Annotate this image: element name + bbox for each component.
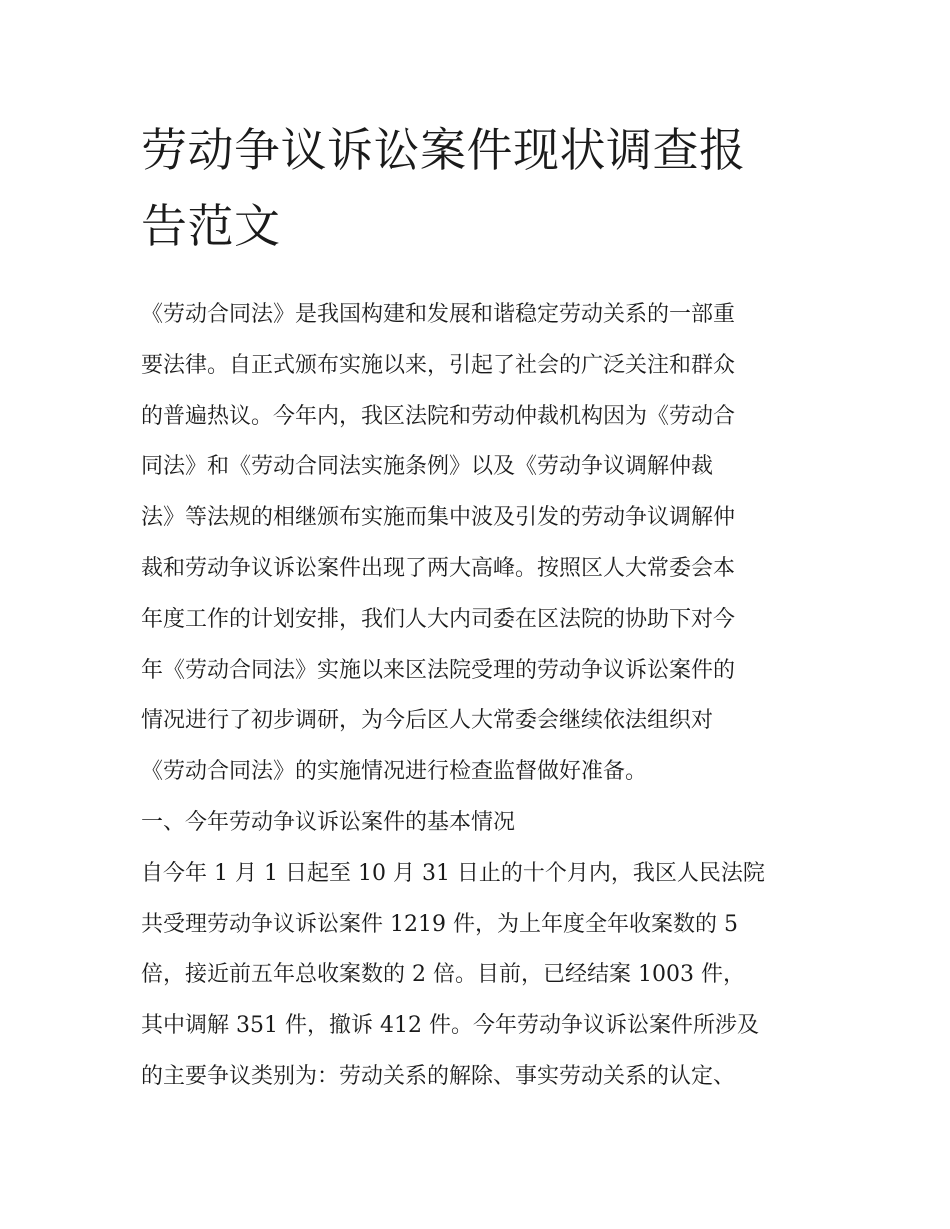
title-line-2: 告范文 [141, 199, 281, 253]
body-line: 共受理劳动争议诉讼案件 1219 件，为上年度全年收案数的 5 [141, 911, 738, 937]
body-line: 的普遍热议。今年内，我区法院和劳动仲裁机构因为《劳动合 [141, 403, 736, 429]
document-page [141, 112, 821, 1103]
body-line: 法》等法规的相继颁布实施而集中波及引发的劳动争议调解仲 [141, 505, 736, 531]
body-line: 《劳动合同法》是我国构建和发展和谐稳定劳动关系的一部重 [141, 302, 736, 327]
body-text [141, 290, 821, 1103]
body-line: 裁和劳动争议诉讼案件出现了两大高峰。按照区人大常委会本 [141, 555, 736, 581]
body-line: 要法律。自正式颁布实施以来，引起了社会的广泛关注和群众 [141, 352, 736, 378]
body-line: 其中调解 351 件，撤诉 412 件。今年劳动争议诉讼案件所涉及 [141, 1013, 759, 1039]
body-line: 年度工作的计划安排，我们人大内司委在区法院的协助下对今 [141, 606, 736, 632]
body-line: 情况进行了初步调研，为今后区人大常委会继续依法组织对 [141, 708, 714, 734]
body-line: 同法》和《劳动合同法实施条例》以及《劳动争议调解仲裁 [141, 454, 714, 480]
body-line: 倍，接近前五年总收案数的 2 倍。目前，已经结案 1003 件， [141, 962, 745, 988]
body-line: 《劳动合同法》的实施情况进行检查监督做好准备。 [141, 759, 648, 785]
section-heading: 一、今年劳动争议诉讼案件的基本情况 [141, 809, 516, 835]
title-line-1: 劳动争议诉讼案件现状调查报 [141, 123, 746, 177]
body-line: 的主要争议类别为：劳动关系的解除、事实劳动关系的认定、 [141, 1063, 736, 1089]
body-line: 自今年 1 月 1 日起至 10 月 31 日止的十个月内，我区人民法院 [141, 860, 765, 886]
body-line: 年《劳动合同法》实施以来区法院受理的劳动争议诉讼案件的 [141, 657, 736, 683]
document-title [141, 112, 821, 264]
